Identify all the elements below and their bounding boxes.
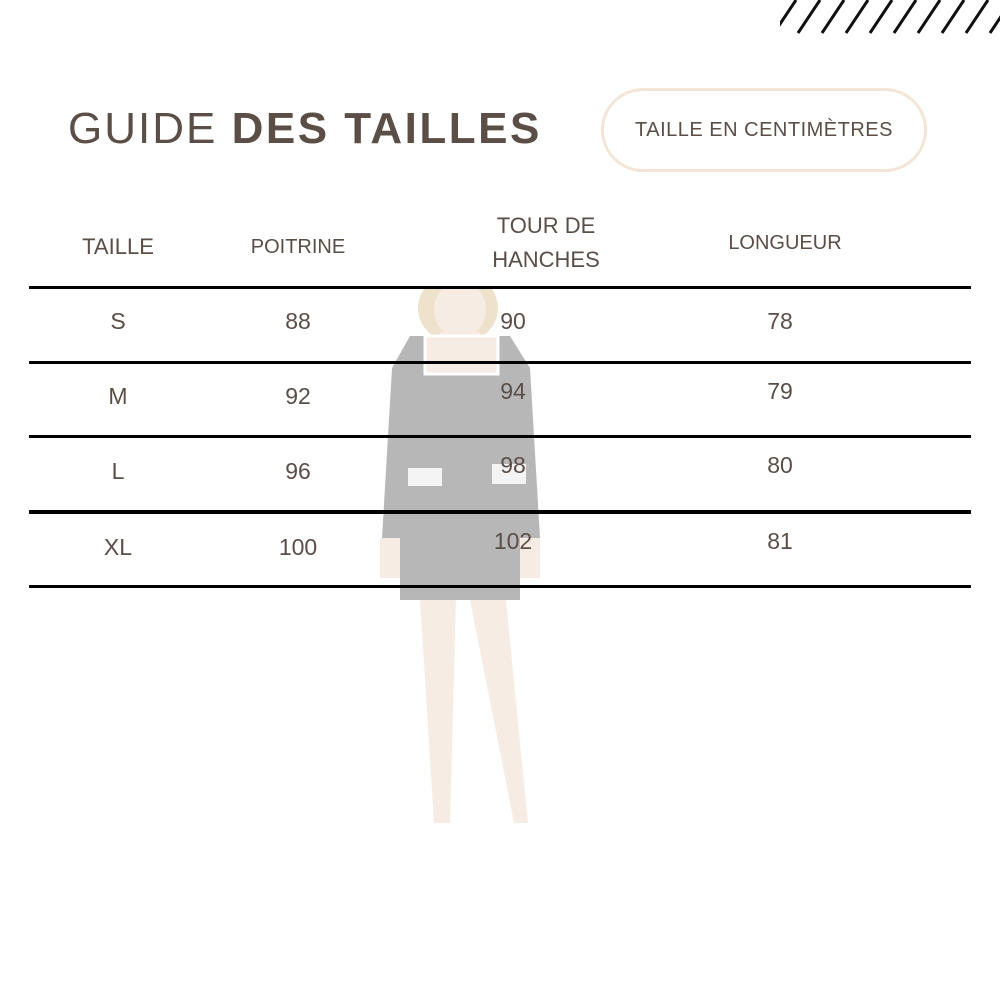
cell-longueur: 81 [767, 528, 793, 554]
title-light: GUIDE [68, 104, 218, 153]
cell-poitrine: 100 [278, 534, 318, 560]
page-title [68, 104, 542, 154]
decorative-stripes [780, 0, 1000, 36]
cell-longueur: 80 [767, 452, 793, 478]
header-hanches-line-1: TOUR DE [496, 213, 596, 238]
table-rule [29, 435, 971, 438]
table-rule [29, 510, 971, 514]
model-photo [370, 288, 580, 828]
table-rule [29, 585, 971, 588]
header-longueur-label: LONGUEUR [728, 232, 842, 254]
cell-longueur: 79 [767, 378, 793, 404]
unit-label: TAILLE EN CENTIMÈTRES [635, 118, 893, 141]
header-poitrine [228, 230, 368, 264]
cell-taille: S [110, 308, 126, 334]
cell-taille: L [111, 458, 125, 484]
table-rule [29, 361, 971, 364]
cell-poitrine: 92 [285, 383, 311, 409]
cell-taille: XL [103, 534, 133, 560]
cell-poitrine: 88 [285, 308, 311, 334]
header-poitrine-label: POITRINE [250, 236, 346, 258]
table-rule [29, 286, 971, 289]
unit-badge [601, 88, 927, 172]
cell-hanches: 90 [500, 308, 526, 334]
cell-hanches: 94 [500, 378, 526, 404]
cell-hanches: 98 [500, 452, 526, 478]
cell-taille: M [108, 383, 128, 409]
header-longueur [705, 226, 865, 260]
header-hanches [466, 209, 626, 277]
cell-longueur: 78 [767, 308, 793, 334]
header-taille-label: TAILLE [82, 234, 154, 259]
cell-hanches: 102 [493, 528, 533, 554]
header-taille [68, 230, 168, 264]
header-hanches-line-2: HANCHES [492, 247, 600, 272]
cell-poitrine: 96 [285, 458, 311, 484]
title-bold: DES TAILLES [231, 104, 542, 153]
